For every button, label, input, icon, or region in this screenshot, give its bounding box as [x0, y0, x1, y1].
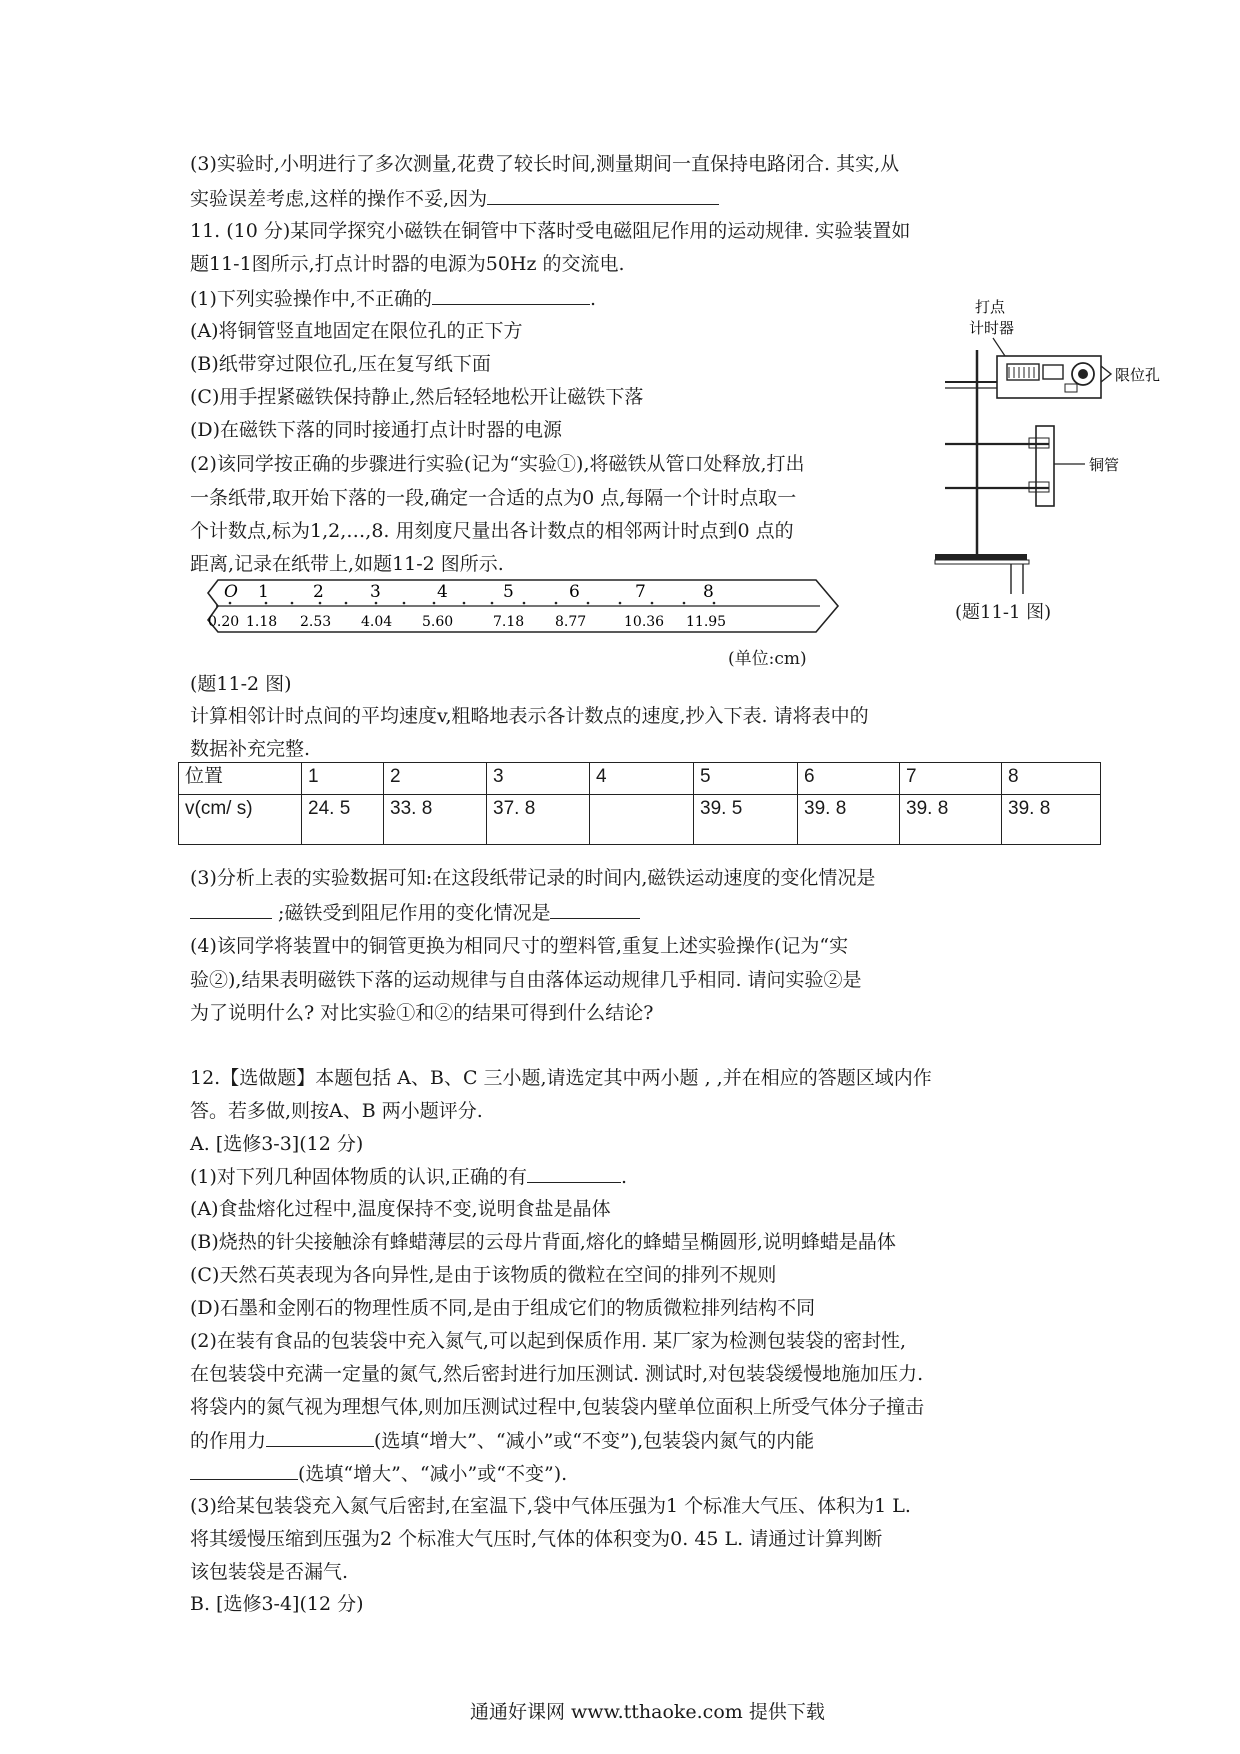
table-cell: 37. 8 — [487, 795, 590, 845]
answer-blank[interactable] — [527, 1164, 621, 1183]
tape-point-label: 5 — [503, 582, 514, 602]
tape-point-label: 8 — [703, 582, 714, 602]
q11-intro-line1: 11. (10 分)某同学探究小磁铁在铜管中下落时受电磁阻尼作用的运动规律. 实验装置如 — [190, 220, 911, 242]
tape-distance-label: 8.77 — [555, 614, 587, 630]
q11-p2-line1: (2)该同学按正确的步骤进行实验(记为“实验①),将磁铁从管口处释放,打出 — [190, 453, 805, 475]
tape-tick-dot — [587, 602, 590, 605]
tape-tick-dot — [619, 602, 622, 605]
table-header-row — [179, 763, 1101, 795]
q11-p1-text: (1)下列实验操作中,不正确的 — [190, 288, 432, 310]
tape-tick-dot — [555, 602, 558, 605]
tape-point-label: 6 — [569, 582, 580, 602]
tape-point-label: 4 — [437, 582, 448, 602]
figure2-caption: (题11-2 图) — [190, 673, 292, 695]
q11-p4-line1: (4)该同学将装置中的铜管更换为相同尺寸的塑料管,重复上述实验操作(记为“实 — [190, 935, 849, 957]
tape-tick-dot — [683, 602, 686, 605]
tape-unit: (单位:cm) — [728, 649, 807, 669]
answer-blank[interactable] — [432, 286, 590, 305]
q11-p2-line2: 一条纸带,取开始下落的一段,确定一合适的点为0 点,每隔一个计时点取一 — [190, 487, 797, 509]
q12-a1-end: . — [620, 1166, 628, 1188]
label-timer-1: 打点 — [975, 298, 1006, 316]
q11-option-d: (D)在磁铁下落的同时接通打点计时器的电源 — [190, 419, 563, 441]
table-cell: 位置 — [179, 763, 302, 795]
q12-intro-line1: 12.【选做题】本题包括 A、B、C 三小题,请选定其中两小题 , ,并在相应的答题区域内作 — [190, 1067, 932, 1089]
q12-a2-line5-end: (选填“增大”、“减小”或“不变”). — [298, 1463, 568, 1485]
q11-option-b: (B)纸带穿过限位孔,压在复写纸下面 — [190, 353, 491, 375]
velocity-table — [178, 762, 1101, 845]
q12-a1-text: (1)对下列几种固体物质的认识,正确的有 — [190, 1166, 527, 1188]
table-cell: 24. 5 — [302, 795, 384, 845]
q11-intro-line2: 题11-1图所示,打点计时器的电源为50Hz 的交流电. — [190, 253, 625, 275]
table-cell: 7 — [900, 763, 1002, 795]
q12-a2-line4 — [190, 1428, 814, 1453]
q12-b-heading: B. [选修3-4](12 分) — [190, 1593, 364, 1615]
answer-blank[interactable] — [266, 1428, 374, 1447]
tape-tick-dot — [375, 602, 378, 605]
tape-distance-label: 4.04 — [361, 614, 393, 630]
answer-blank[interactable] — [487, 186, 719, 205]
table-cell: 5 — [694, 763, 798, 795]
q11-p2-line4: 距离,记录在纸带上,如题11-2 图所示. — [190, 553, 504, 575]
q11-option-a: (A)将铜管竖直地固定在限位孔的正下方 — [190, 320, 523, 342]
q12-a2-line1: (2)在装有食品的包装袋中充入氮气,可以起到保质作用. 某厂家为检测包装袋的密封性, — [190, 1330, 907, 1352]
q12-a1-option-a: (A)食盐熔化过程中,温度保持不变,说明食盐是晶体 — [190, 1198, 611, 1220]
tape-tick-dot — [713, 602, 716, 605]
q12-a2-line3: 将袋内的氮气视为理想气体,则加压测试过程中,包装袋内壁单位面积上所受气体分子撞击 — [190, 1396, 925, 1418]
q11-p3-line2 — [190, 900, 640, 925]
q12-a1 — [190, 1164, 627, 1189]
table-cell: 39. 5 — [694, 795, 798, 845]
q12-a2-line4-end: (选填“增大”、“减小”或“不变”),包装袋内氮气的内能 — [374, 1430, 815, 1452]
q11-p2-line3: 个计数点,标为1,2,…,8. 用刻度尺量出各计数点的相邻两计时点到0 点的 — [190, 520, 794, 542]
q11-p4-line2: 验②),结果表明磁铁下落的运动规律与自由落体运动规律几乎相同. 请问实验②是 — [190, 969, 862, 991]
tape-distance-label: 7.18 — [493, 614, 525, 630]
tape-tick-dot — [403, 602, 406, 605]
tape-tick-dot — [291, 602, 294, 605]
q12-a2-line5 — [190, 1461, 567, 1486]
table-cell: v(cm/ s) — [179, 795, 302, 845]
table-cell-empty-answer[interactable] — [590, 795, 694, 845]
answer-blank[interactable] — [190, 900, 272, 919]
q12-a3-line2: 将其缓慢压缩到压强为2 个标准大气压时,气体的体积变为0. 45 L. 请通过计算判断 — [190, 1528, 883, 1550]
q10-p3-text: 实验误差考虑,这样的操作不妥,因为 — [190, 188, 488, 210]
q12-a2-line2: 在包装袋中充满一定量的氮气,然后密封进行加压测试. 测试时,对包装袋缓慢地施加压力. — [190, 1363, 924, 1385]
apparatus-figure — [935, 298, 1161, 594]
stand-base — [935, 554, 1027, 560]
tape-tick-dot — [651, 602, 654, 605]
tape-distance-label: 5.60 — [422, 614, 454, 630]
tape-distance-label: 1.18 — [246, 614, 278, 630]
q10-p3-line2 — [190, 186, 719, 211]
table-cell: 39. 8 — [1002, 795, 1101, 845]
q11-p1-end: . — [589, 288, 597, 310]
tape-tick-dot — [433, 602, 436, 605]
q12-a2-line4-start: 的作用力 — [190, 1430, 267, 1452]
tape-point-label: 7 — [635, 582, 646, 602]
q12-a1-option-c: (C)天然石英表现为各向异性,是由于该物质的微粒在空间的排列不规则 — [190, 1264, 777, 1286]
q12-intro-line2: 答。若多做,则按A、B 两小题评分. — [190, 1100, 483, 1122]
q11-option-c: (C)用手捏紧磁铁保持静止,然后轻轻地松开让磁铁下落 — [190, 386, 644, 408]
tape-point-label: 1 — [258, 582, 269, 602]
tape-point-label: 2 — [313, 582, 324, 602]
tape-distance-label: 0.20 — [208, 614, 240, 630]
table-intro-line1: 计算相邻计时点间的平均速度v,粗略地表示各计数点的速度,抄入下表. 请将表中的 — [190, 705, 869, 727]
tape-tick-dot — [229, 602, 232, 605]
tape-distance-label: 11.95 — [686, 614, 727, 630]
tape-tick-dot — [345, 602, 348, 605]
table-cell: 8 — [1002, 763, 1101, 795]
tape-tick-dot — [319, 602, 322, 605]
q11-p4-line3: 为了说明什么? 对比实验①和②的结果可得到什么结论? — [190, 1002, 654, 1024]
figure1-caption: (题11-1 图) — [955, 602, 1052, 623]
tape-tick-dot — [463, 602, 466, 605]
q11-p3-mid: ;磁铁受到阻尼作用的变化情况是 — [278, 902, 551, 924]
answer-blank[interactable] — [550, 900, 640, 919]
q12-a1-option-d: (D)石墨和金刚石的物理性质不同,是由于组成它们的物质微粒排列结构不同 — [190, 1297, 816, 1319]
table-cell: 2 — [384, 763, 487, 795]
q12-a3-line1: (3)给某包装袋充入氮气后密封,在室温下,袋中气体压强为1 个标准大气压、体积为1 L. — [190, 1495, 911, 1517]
tape-tick-dot — [523, 602, 526, 605]
q12-a3-line3: 该包装袋是否漏气. — [190, 1561, 349, 1583]
table-cell: 1 — [302, 763, 384, 795]
tape-tick-dot — [491, 602, 494, 605]
table-intro-line2: 数据补充完整. — [190, 738, 311, 760]
paper-tape-figure — [208, 576, 848, 638]
q10-p3-line1: (3)实验时,小明进行了多次测量,花费了较长时间,测量期间一直保持电路闭合. 其实,从 — [190, 153, 900, 175]
q11-p3-line1: (3)分析上表的实验数据可知:在这段纸带记录的时间内,磁铁运动速度的变化情况是 — [190, 867, 876, 889]
q12-a-heading: A. [选修3-3](12 分) — [190, 1133, 364, 1155]
tape-tick-dot — [265, 602, 268, 605]
table-cell: 6 — [798, 763, 900, 795]
q11-p1 — [190, 286, 596, 311]
label-tube: 铜管 — [1089, 456, 1120, 474]
label-timer-2: 计时器 — [969, 319, 1015, 337]
answer-blank[interactable] — [190, 1461, 298, 1480]
table-cell: 39. 8 — [798, 795, 900, 845]
page-footer: 通通好课网 www.tthaoke.com 提供下载 — [470, 1701, 825, 1723]
q12-a1-option-b: (B)烧热的针尖接触涂有蜂蜡薄层的云母片背面,熔化的蜂蜡呈椭圆形,说明蜂蜡是晶体 — [190, 1231, 896, 1253]
table-cell: 4 — [590, 763, 694, 795]
tape-distance-label: 2.53 — [300, 614, 332, 630]
table-cell: 3 — [487, 763, 590, 795]
tape-distance-label: 10.36 — [624, 614, 665, 630]
tape-point-label: O — [224, 582, 238, 602]
tape-point-label: 3 — [370, 582, 381, 602]
table-cell: 33. 8 — [384, 795, 487, 845]
table-row — [179, 795, 1101, 845]
table-cell: 39. 8 — [900, 795, 1002, 845]
label-hole: 限位孔 — [1115, 366, 1161, 384]
